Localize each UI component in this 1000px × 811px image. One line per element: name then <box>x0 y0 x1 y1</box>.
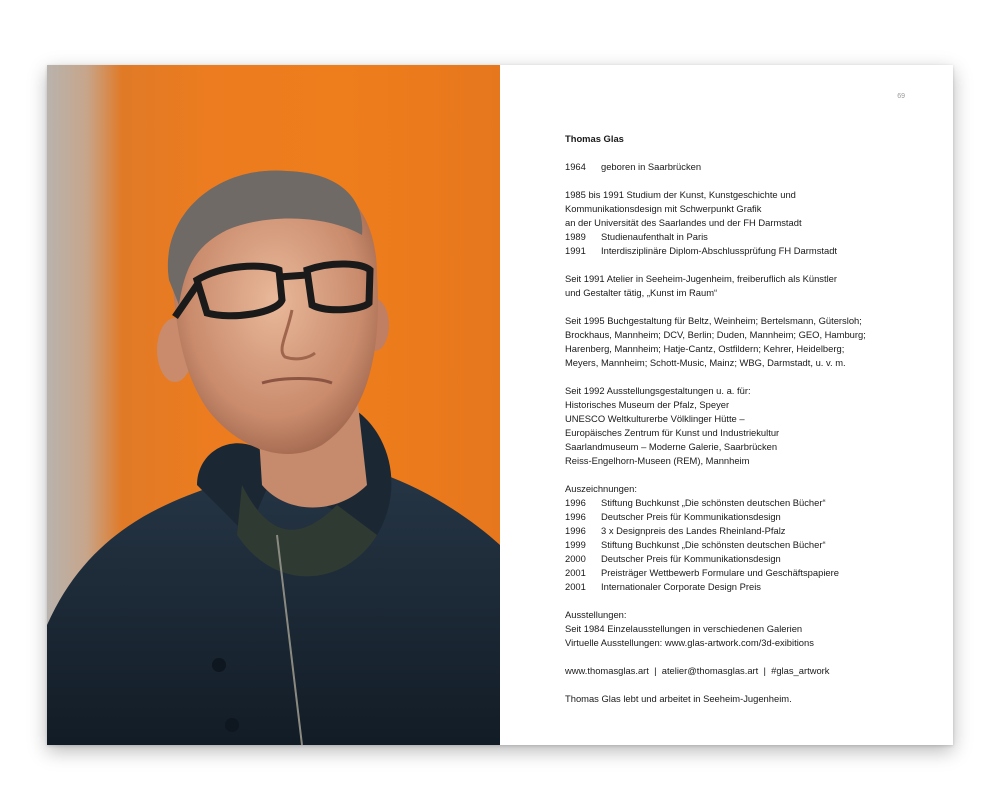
entry-text: Stiftung Buchkunst „Die schönsten deutschen Bücher“ <box>601 497 826 508</box>
entry-text: 3 x Designpreis des Landes Rheinland-Pfalz <box>601 525 786 536</box>
entry-year: 1996 <box>565 511 586 522</box>
award-entry <box>565 496 935 510</box>
entry-year: 2001 <box>565 567 586 578</box>
books-line: Seit 1995 Buchgestaltung für Beltz, Weinheim; Bertelsmann, Gütersloh; <box>565 315 862 326</box>
exhibition-design-line: Europäisches Zentrum für Kunst und Industriekultur <box>565 427 780 438</box>
awards-section <box>565 482 935 594</box>
books-line: Meyers, Mannheim; Schott-Music, Mainz; WBG, Darmstadt, u. v. m. <box>565 357 846 368</box>
award-entry <box>565 538 935 552</box>
study-section <box>565 188 935 258</box>
books-line: Brockhaus, Mannheim; DCV, Berlin; Duden, Mannheim; GEO, Hamburg; <box>565 329 866 340</box>
entry-year: 1964 <box>565 161 586 172</box>
entry-text: Deutscher Preis für Kommunikationsdesign <box>601 511 781 522</box>
exhibition-design-line: Reiss-Engelhorn-Museen (REM), Mannheim <box>565 455 750 466</box>
study-entry <box>565 230 935 244</box>
entry-year: 1996 <box>565 497 586 508</box>
portrait-photo <box>47 65 500 745</box>
entry-year: 1989 <box>565 231 586 242</box>
exhibition-design-line: Historisches Museum der Pfalz, Speyer <box>565 399 730 410</box>
birth-entry <box>565 160 935 174</box>
contact-line: www.thomasglas.art | atelier@thomasglas.art | #glas_artwork <box>565 665 830 676</box>
entry-text: Internationaler Corporate Design Preis <box>601 581 761 592</box>
award-entry <box>565 580 935 594</box>
study-line: Kommunikationsdesign mit Schwerpunkt Grafik <box>565 203 762 214</box>
atelier-line: und Gestalter tätig, „Kunst im Raum“ <box>565 287 718 298</box>
awards-heading: Auszeichnungen: <box>565 483 637 494</box>
award-entry <box>565 552 935 566</box>
book-spread <box>47 65 953 745</box>
page-number: 69 <box>897 93 905 100</box>
atelier-section <box>565 272 935 300</box>
exhibition-design-line: Saarlandmuseum – Moderne Galerie, Saarbrücken <box>565 441 778 452</box>
entry-year: 1999 <box>565 539 586 550</box>
entry-text: geboren in Saarbrücken <box>601 161 702 172</box>
closing-line: Thomas Glas lebt und arbeitet in Seeheim-Jugenheim. <box>565 693 792 704</box>
entry-text: Deutscher Preis für Kommunikationsdesign <box>601 553 781 564</box>
award-entry <box>565 566 935 580</box>
study-line: 1985 bis 1991 Studium der Kunst, Kunstgeschichte und <box>565 189 796 200</box>
exhibition-design-line: Seit 1992 Ausstellungsgestaltungen u. a. für: <box>565 385 751 396</box>
entry-year: 1996 <box>565 525 586 536</box>
exhibitions-section <box>565 608 935 650</box>
entry-year: 2001 <box>565 581 586 592</box>
books-section <box>565 314 935 370</box>
award-entry <box>565 524 935 538</box>
artist-name: Thomas Glas <box>565 133 624 144</box>
portrait-illustration <box>47 65 500 745</box>
biography-text <box>565 132 935 706</box>
study-line: an der Universität des Saarlandes und der FH Darmstadt <box>565 217 802 228</box>
entry-text: Stiftung Buchkunst „Die schönsten deutschen Bücher“ <box>601 539 826 550</box>
exhibition-design-section <box>565 384 935 468</box>
entry-text: Preisträger Wettbewerb Formulare und Geschäftspapiere <box>601 567 839 578</box>
exhibitions-heading: Ausstellungen: <box>565 609 627 620</box>
entry-text: Studienaufenthalt in Paris <box>601 231 708 242</box>
exhibitions-line: Seit 1984 Einzelausstellungen in verschiedenen Galerien <box>565 623 803 634</box>
award-entry <box>565 510 935 524</box>
atelier-line: Seit 1991 Atelier in Seeheim-Jugenheim, freiberuflich als Künstler <box>565 273 838 284</box>
exhibitions-line: Virtuelle Ausstellungen: www.glas-artwork.com/3d-exibitions <box>565 637 814 648</box>
text-page <box>500 65 953 745</box>
books-line: Harenberg, Mannheim; Hatje-Cantz, Ostfildern; Kehrer, Heidelberg; <box>565 343 845 354</box>
exhibition-design-line: UNESCO Weltkulturerbe Völklinger Hütte – <box>565 413 745 424</box>
study-entry <box>565 244 935 258</box>
entry-year: 1991 <box>565 245 586 256</box>
entry-text: Interdisziplinäre Diplom-Abschlussprüfung FH Darmstadt <box>601 245 838 256</box>
entry-year: 2000 <box>565 553 586 564</box>
